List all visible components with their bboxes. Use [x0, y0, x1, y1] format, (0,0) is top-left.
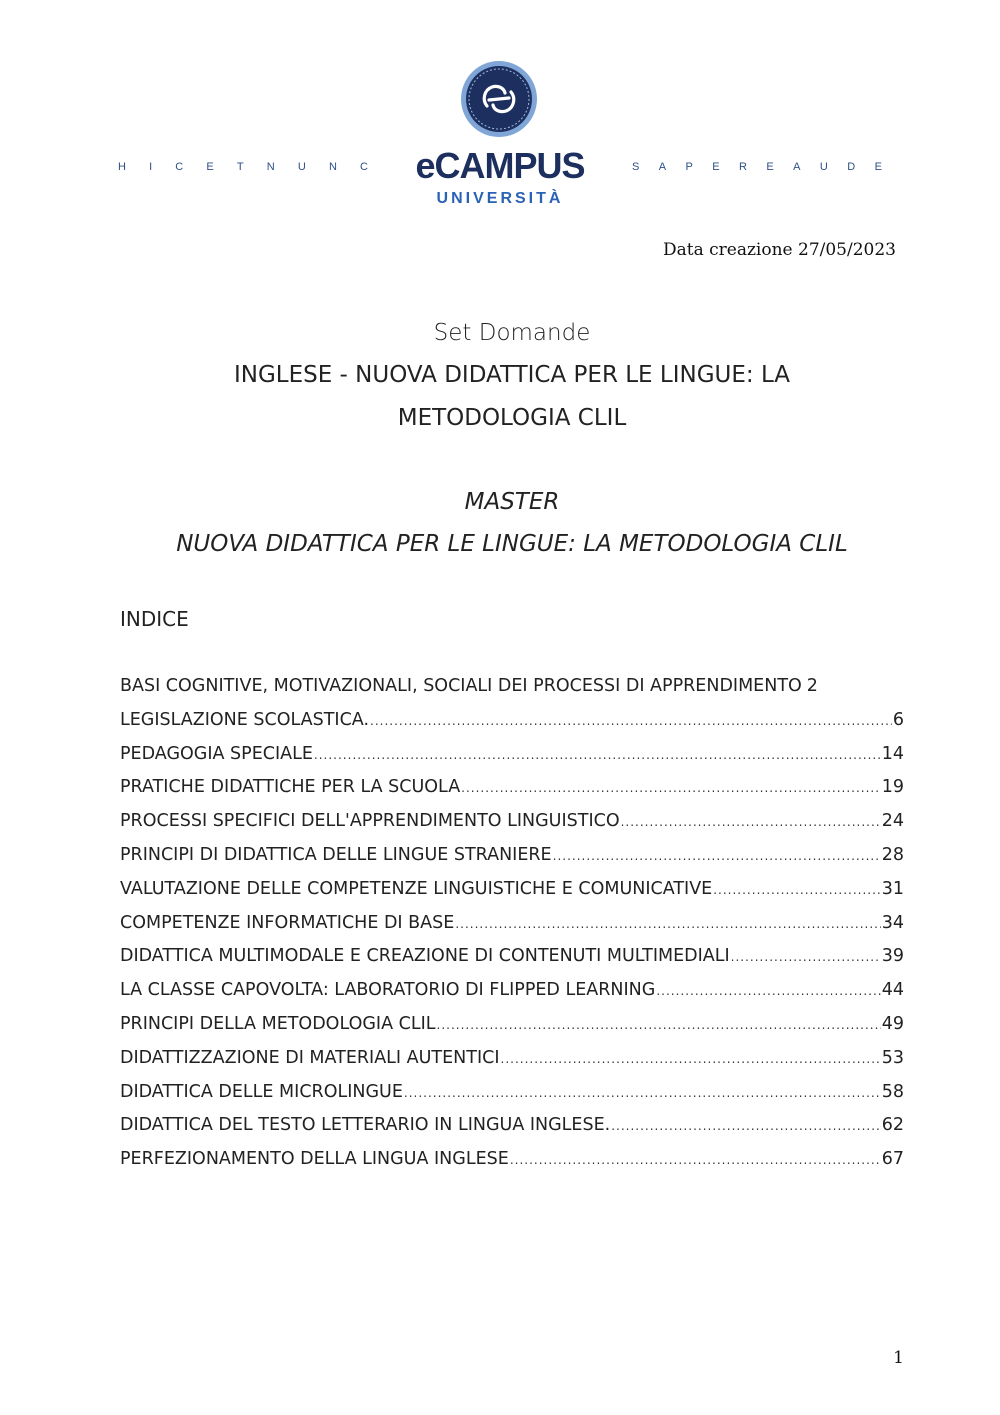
toc-entry-title: DIDATTICA MULTIMODALE E CREAZIONE DI CONTENUTI MULTIMEDIALI	[120, 946, 730, 967]
toc-entry-title: DIDATTIZZAZIONE DI MATERIALI AUTENTICI	[120, 1047, 500, 1068]
toc-dot-leader	[461, 781, 881, 795]
creation-date: Data creazione 27/05/2023	[662, 240, 896, 260]
motto-hic-et-nunc	[118, 161, 368, 173]
toc-entry[interactable]	[120, 1149, 904, 1183]
toc-entry-title: BASI COGNITIVE, MOTIVAZIONALI, SOCIALI DEI PROCESSI DI APPRENDIMENTO	[120, 676, 802, 696]
motto-right-letter: E	[712, 161, 720, 173]
toc-entry-page: 44	[881, 980, 904, 1001]
toc-dot-leader	[611, 1119, 881, 1133]
table-of-contents	[120, 676, 904, 1183]
toc-entry[interactable]	[120, 1048, 904, 1082]
title-line-1: Set Domande	[433, 320, 591, 346]
toc-dot-leader	[404, 1086, 881, 1100]
motto-left-letter: U	[297, 161, 306, 173]
motto-sapere-aude	[632, 161, 882, 173]
motto-right-letter: R	[739, 161, 747, 173]
toc-entry[interactable]	[120, 946, 904, 980]
toc-entry-page: 53	[881, 1047, 904, 1068]
motto-right-letter: U	[819, 161, 828, 173]
toc-entry-page: 24	[881, 811, 904, 832]
ecampus-seal-icon	[460, 60, 538, 138]
toc-entry[interactable]	[120, 845, 904, 879]
title-line-3: METODOLOGIA CLIL	[397, 405, 627, 431]
toc-entry-page: 67	[881, 1149, 904, 1170]
document-subtitle	[60, 481, 964, 565]
toc-entry-title: PRINCIPI DI DIDATTICA DELLE LINGUE STRANIERE	[120, 844, 552, 865]
toc-dot-leader	[314, 748, 881, 762]
motto-right-letter: A	[658, 161, 667, 173]
toc-entry-page: 28	[881, 844, 904, 865]
title-line-2: INGLESE - NUOVA DIDATTICA PER LE LINGUE: LA	[233, 362, 791, 388]
subtitle-line-1: MASTER	[464, 489, 560, 515]
toc-entry[interactable]	[120, 811, 904, 845]
toc-dot-leader	[437, 1018, 881, 1032]
brand-subtitle: UNIVERSITÀ	[436, 190, 564, 207]
toc-dot-leader	[656, 984, 880, 998]
motto-left-letter: C	[360, 161, 368, 173]
motto-left-letter: I	[149, 161, 153, 173]
toc-entry[interactable]	[120, 710, 904, 744]
toc-entry[interactable]	[120, 676, 904, 710]
index-heading: INDICE	[120, 607, 189, 631]
toc-entry-page: 2	[806, 676, 818, 696]
toc-entry-title: PRATICHE DIDATTICHE PER LA SCUOLA	[120, 777, 461, 798]
toc-entry-title: LA CLASSE CAPOVOLTA: LABORATORIO DI FLIPPED LEARNING	[120, 980, 656, 1001]
toc-entry[interactable]	[120, 1115, 904, 1149]
motto-left-letter: C	[175, 161, 184, 173]
toc-entry-page: 31	[881, 878, 904, 899]
motto-left-letter: T	[236, 161, 244, 173]
toc-entry-page: 14	[881, 743, 904, 764]
motto-right-letter: S	[632, 161, 640, 173]
toc-entry-title: PEDAGOGIA SPECIALE	[120, 743, 313, 764]
toc-dot-leader	[553, 849, 881, 863]
toc-dot-leader	[510, 1153, 881, 1167]
toc-entry-title: DIDATTICA DELLE MICROLINGUE	[120, 1081, 403, 1102]
toc-entry-title: LEGISLAZIONE SCOLASTICA.	[120, 709, 370, 730]
toc-dot-leader	[501, 1052, 881, 1066]
toc-dot-leader	[370, 714, 892, 728]
toc-entry-page: 58	[881, 1081, 904, 1102]
toc-entry[interactable]	[120, 744, 904, 778]
header-logo-banner	[0, 60, 1000, 210]
toc-dot-leader	[455, 917, 880, 931]
toc-entry[interactable]	[120, 1082, 904, 1116]
motto-left-letter: H	[118, 161, 126, 173]
motto-right-letter: D	[847, 161, 856, 173]
toc-entry-title: PRINCIPI DELLA METODOLOGIA CLIL	[120, 1013, 436, 1034]
motto-right-letter: A	[793, 161, 801, 173]
toc-entry-title: PROCESSI SPECIFICI DELL'APPRENDIMENTO LINGUISTICO	[120, 811, 620, 832]
document-title	[60, 312, 964, 440]
toc-entry[interactable]	[120, 777, 904, 811]
toc-entry-title: VALUTAZIONE DELLE COMPETENZE LINGUISTICHE E COMUNICATIVE	[120, 878, 713, 899]
toc-entry-page: 6	[892, 709, 904, 730]
toc-dot-leader	[713, 883, 880, 897]
toc-entry-page: 62	[881, 1115, 904, 1136]
toc-entry[interactable]	[120, 913, 904, 947]
toc-entry-page: 39	[881, 946, 904, 967]
motto-left-letter: E	[206, 161, 214, 173]
toc-entry[interactable]	[120, 879, 904, 913]
toc-entry-page: 34	[881, 912, 904, 933]
toc-entry-page: 19	[881, 777, 904, 798]
brand-logo-text: eCAMPUS	[415, 145, 585, 186]
toc-entry[interactable]	[120, 980, 904, 1014]
toc-entry-title: DIDATTICA DEL TESTO LETTERARIO IN LINGUA INGLESE.	[120, 1115, 611, 1136]
motto-right-letter: E	[766, 161, 774, 173]
motto-right-letter: E	[874, 161, 882, 173]
subtitle-line-2: NUOVA DIDATTICA PER LE LINGUE: LA METODOLOGIA CLIL	[176, 531, 848, 557]
page-number: 1	[893, 1348, 904, 1368]
motto-left-letter: N	[328, 161, 337, 173]
toc-dot-leader	[621, 815, 881, 829]
toc-entry-page: 49	[881, 1013, 904, 1034]
motto-left-letter: N	[266, 161, 275, 173]
toc-dot-leader	[731, 950, 881, 964]
toc-entry-title: PERFEZIONAMENTO DELLA LINGUA INGLESE	[120, 1149, 509, 1170]
toc-entry-title: COMPETENZE INFORMATICHE DI BASE	[120, 912, 455, 933]
motto-right-letter: P	[685, 161, 693, 173]
toc-entry[interactable]	[120, 1014, 904, 1048]
